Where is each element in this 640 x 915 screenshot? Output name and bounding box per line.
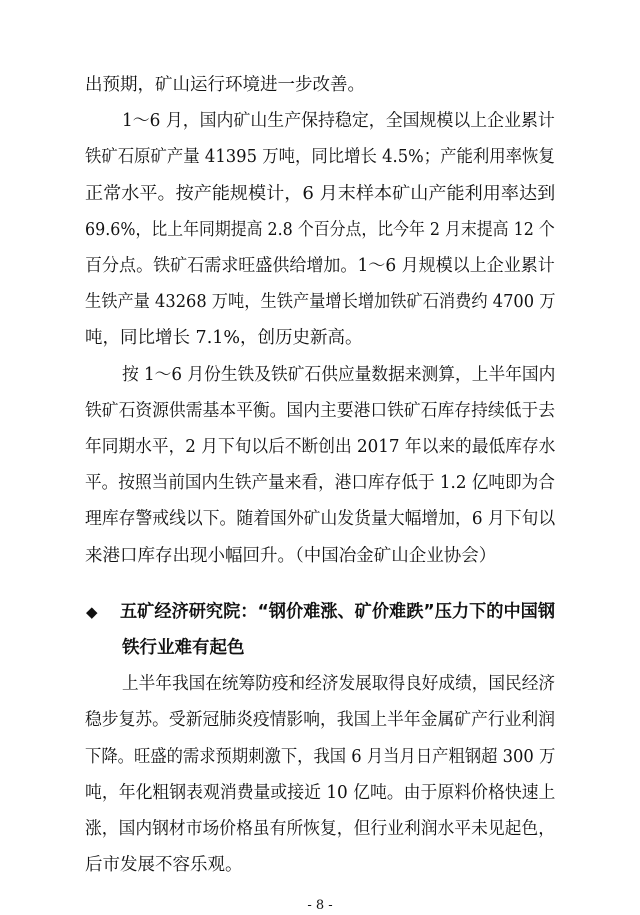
text-line: 下降。旺盛的需求预期刺激下，我国 6 月当月日产粗钢超 300 万 bbox=[85, 746, 556, 767]
section-heading: 五矿经济研究院：“钢价难涨、矿价难跌”压力下的中国钢 bbox=[120, 601, 556, 622]
text-line: 1～6 月，国内矿山生产保持稳定，全国规模以上企业累计 bbox=[122, 111, 555, 132]
section-heading-continued: 铁行业难有起色 bbox=[122, 638, 245, 658]
text-line: 后市发展不容乐观。 bbox=[85, 855, 243, 876]
section-bullet: ◆ bbox=[86, 602, 98, 621]
text-line: 年同期水平，2 月下旬以后不断创出 2017 年以来的最低库存水 bbox=[85, 437, 556, 457]
text-line: 平。按照当前国内生铁产量来看，港口库存低于 1.2 亿吨即为合 bbox=[85, 473, 555, 494]
text-line: 上半年我国在统筹防疫和经济发展取得良好成绩，国民经济 bbox=[122, 674, 555, 695]
text-line: 吨，同比增长 7.1%，创历史新高。 bbox=[85, 328, 363, 349]
page-number: - 8 - bbox=[307, 898, 333, 914]
text-line: 生铁产量 43268 万吨，生铁产量增长增加铁矿石消费约 4700 万 bbox=[85, 292, 556, 313]
text-line: 吨，年化粗钢表观消费量或接近 10 亿吨。由于原料价格快速上 bbox=[85, 782, 556, 803]
text-line: 按 1～6 月份生铁及铁矿石供应量数据来测算，上半年国内 bbox=[122, 364, 556, 385]
text-line: 来港口库存出现小幅回升。（中国冶金矿山企业协会） bbox=[85, 545, 497, 566]
text-line: 69.6%，比上年同期提高 2.8 个百分点，比今年 2 月末提高 12 个 bbox=[85, 219, 555, 240]
text-line: 铁矿石资源供需基本平衡。国内主要港口铁矿石库存持续低于去 bbox=[85, 400, 555, 421]
text-line: 百分点。铁矿石需求旺盛供给增加。1～6 月规模以上企业累计 bbox=[85, 256, 555, 276]
text-line: 正常水平。按产能规模计，6 月末样本矿山产能利用率达到 bbox=[85, 183, 556, 204]
text-line: 理库存警戒线以下。随着国外矿山发货量大幅增加，6 月下旬以 bbox=[85, 509, 556, 530]
text-line: 涨，国内钢材市场价格虽有所恢复，但行业利润水平未见起色， bbox=[85, 819, 555, 839]
text-line: 铁矿石原矿产量 41395 万吨，同比增长 4.5%；产能利用率恢复 bbox=[85, 147, 555, 168]
text-line: 稳步复苏。受新冠肺炎疫情影响，我国上半年金属矿产行业利润 bbox=[85, 710, 555, 731]
text-line: 出预期，矿山运行环境进一步改善。 bbox=[85, 75, 365, 95]
